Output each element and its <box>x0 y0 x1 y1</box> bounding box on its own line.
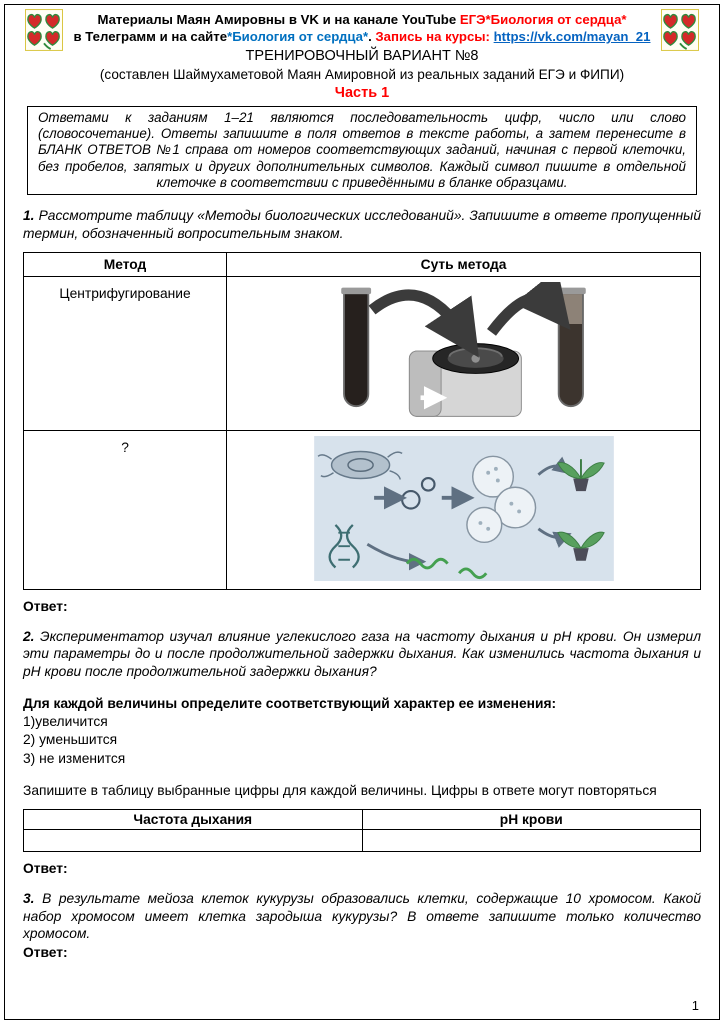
header-line-2-dot: . <box>368 29 376 45</box>
question-3-text: 3. В результате мейоза клеток кукурузы образовались клетки, содержащие 10 хромосом. Какой набор хромосом имеет клетка зародыша кукурузы? В ответе запишите только количество хромосом. <box>23 891 701 942</box>
table-row <box>24 430 701 589</box>
answer-cell-blood-ph[interactable] <box>362 830 701 852</box>
answer-label-q3: Ответ: <box>23 945 68 961</box>
question-3-number: 3. <box>23 891 35 907</box>
answer-row <box>24 830 701 852</box>
header-signup-label: Запись на курсы: <box>375 29 494 45</box>
clover-hearts-icon <box>661 9 699 51</box>
instructions-box <box>27 106 697 196</box>
header-line-1-red: ЕГЭ*Биология от сердца* <box>459 12 627 27</box>
question-2-text: 2. Экспериментатор изучал влияние углекислого газа на частоту дыхания и pH крови. Он измерил эти параметры до и после продолжительной задержки дыхания. Как изменились частота дыхания и pH крови после продолжительной задержки дыхания? <box>23 628 701 680</box>
variant-subtitle: (составлен Шаймухаметовой Маян Амировной из реальных заданий ЕГЭ и ФИПИ) <box>99 67 625 83</box>
question-2-note: Запишите в таблицу выбранные цифры для каждой величины. Цифры в ответе могут повторяться <box>23 783 657 799</box>
method-cell-centrifugation: Центрифугирование <box>24 276 227 430</box>
variant-title: ТРЕНИРОВОЧНЫЙ ВАРИАНТ №8 <box>245 48 479 65</box>
document-page <box>4 4 720 1020</box>
page-number: 1 <box>691 997 699 1013</box>
column-header-essence: Суть метода <box>227 252 701 276</box>
vk-course-link[interactable]: https://vk.com/mayan_21 <box>493 29 651 45</box>
column-header-blood-ph: pH крови <box>362 810 701 830</box>
answer-label-q2: Ответ: <box>23 861 68 877</box>
column-header-breath-rate: Частота дыхания <box>24 810 363 830</box>
table-header-row <box>24 810 701 830</box>
option-decrease: 2) уменьшится <box>23 732 118 748</box>
option-increase: 1)увеличится <box>23 713 108 729</box>
centrifuge-illustration-cell <box>227 276 701 430</box>
method-cell-unknown: ? <box>24 430 227 589</box>
methods-table <box>23 252 701 590</box>
clover-hearts-icon <box>25 9 63 51</box>
question-2-task: Для каждой величины определите соответствующий характер ее изменения: <box>23 695 557 711</box>
header-line-2-blue: *Биология от сердца* <box>227 29 369 45</box>
table-row <box>24 276 701 430</box>
centrifuge-illustration <box>321 282 606 422</box>
question-2-number: 2. <box>23 628 35 644</box>
column-header-method: Метод <box>24 252 227 276</box>
table-header-row <box>24 252 701 276</box>
page-header <box>23 9 701 103</box>
answer-label-q1: Ответ: <box>23 598 68 614</box>
instructions-text: Ответами к заданиям 1–21 являются последовательность цифр, число или слово (словосочетание). Ответы запишите в поля ответов в тексте работы, а затем перенесите в БЛАНК ОТВЕТОВ №1 справа от номеров соответствующих заданий, начиная с первой клеточки, без пробелов, запятых и других дополнительных символов. Каждый символ пишите в отдельной клеточке в соответствии с приведёнными в бланке образцами. <box>38 109 686 191</box>
header-line-1-black: Материалы Маян Амировны в VK и на канале YouTube <box>97 12 460 27</box>
cloning-illustration-cell <box>227 430 701 589</box>
question-1-text: 1. Рассмотрите таблицу «Методы биологических исследований». Запишите в ответе пропущенный термин, обозначенный вопросительным знаком. <box>23 208 701 242</box>
header-line-2-black: в Телеграмм и на сайте <box>73 29 228 45</box>
question-1-number: 1. <box>23 208 35 224</box>
part-heading: Часть 1 <box>334 84 390 101</box>
answer-table-q2 <box>23 809 701 852</box>
answer-cell-breath-rate[interactable] <box>24 830 363 852</box>
header-line-1 <box>23 11 701 28</box>
genetic-engineering-illustration <box>314 436 614 581</box>
option-no-change: 3) не изменится <box>23 750 126 766</box>
header-line-2 <box>23 28 701 45</box>
